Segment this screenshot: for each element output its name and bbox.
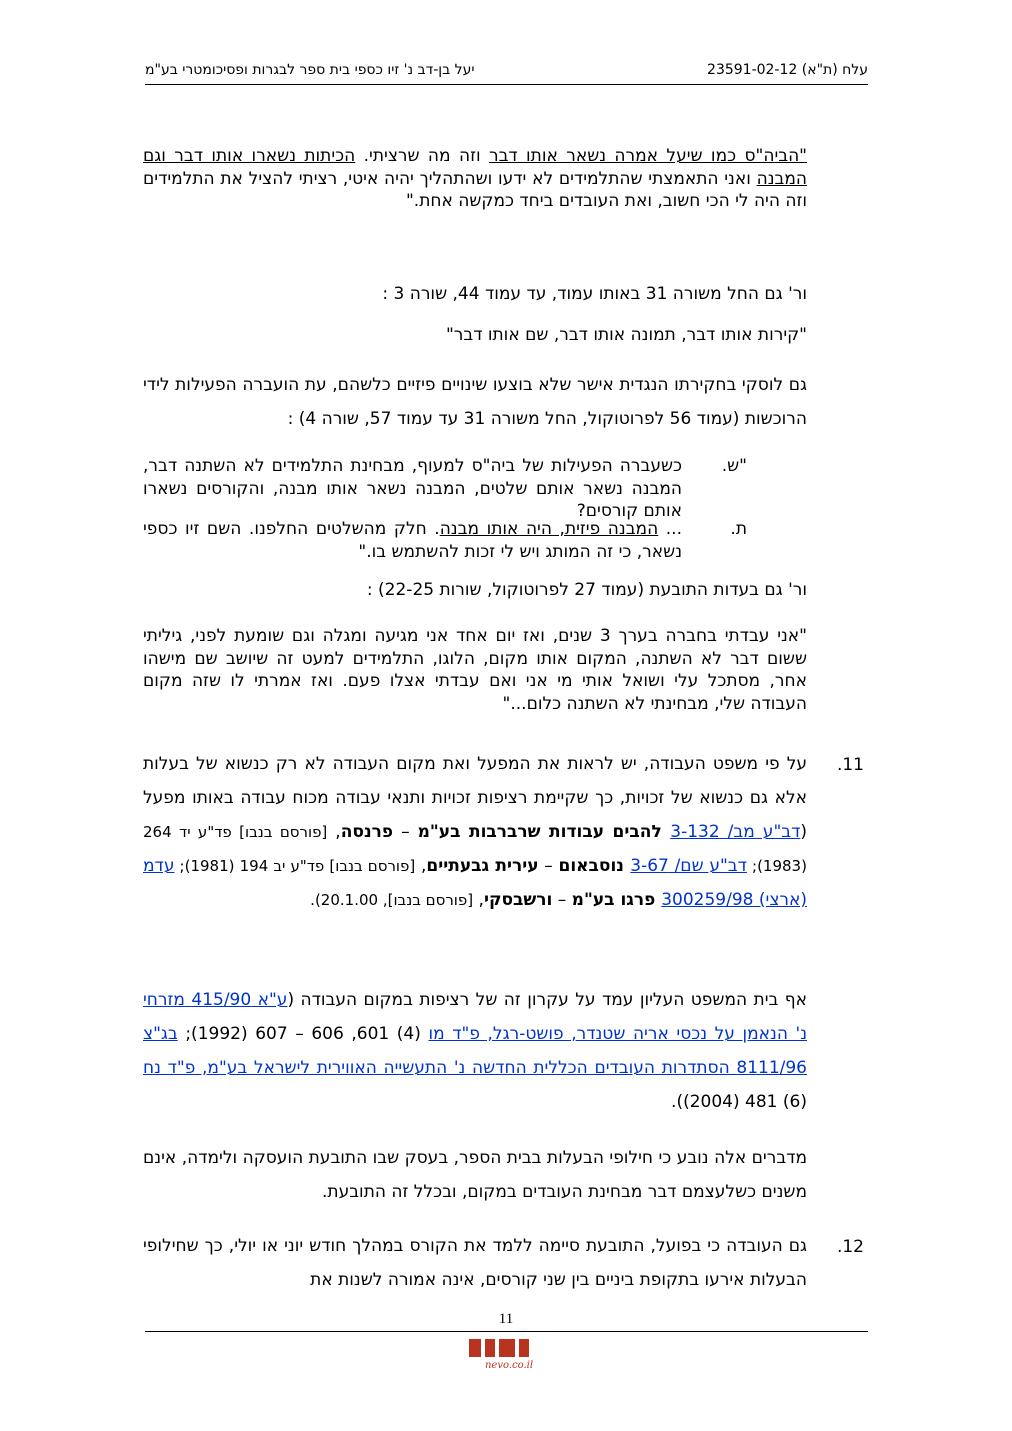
header-case-title: יעל בן-דב נ' זיו כספי בית ספר לבגרות ופסיכומטרי בע"מ [145, 62, 475, 78]
paragraph-lusky: גם לוסקי בחקירתו הנגדית אישר שלא בוצעו שינויים פיזיים כלשהם, עת הועברה הפעילות לידי הרוכשות (עמוד 56 לפרוטוקול, החל משורה 31 עד עמוד 57, שורה 4) : [143, 375, 807, 429]
header-case-number: 23591-02-12 עלח (ת"א) [707, 62, 868, 78]
quote1-underlined-2: הכיתות נשארו אותו דבר וגם המבנה [143, 146, 807, 189]
qa-answer-text: ... המבנה פיזית, היה אותו מבנה. חלק מהשלטים החלפנו. השם זיו כספי נשאר, כי זה המותג ויש לי זכות להשתמש בו." [143, 519, 682, 562]
case-link-2[interactable]: דב"ע שם/ 3-67 [630, 856, 747, 876]
page-header [145, 62, 868, 82]
paragraph-11: על פי משפט העבודה, יש לראות את המפעל ואת מקום העבודה לא רק כנשוא של בעלות אלא גם כנשוא של זכויות, כך שקיימת רציפות זכויות ותנאי עבודה מכוח עבודה באותו מפעל (דב"ע מב/ 3-132 להבים עבודות שרברבות בע"מ – פרנסה, [פורסם בנבו] פד"ע יד 264 (1983); דב"ע שם/ 3-67 נוסבאום – עירית גבעתיים, [פורסם בנבו] פד"ע יב 194 (1981); עדמ (ארצי) 300259/98 פרגו בע"מ – ורשבסקי, [פורסם בנבו], 20.1.00). [143, 754, 808, 910]
reference-line-1: ור' גם החל משורה 31 באותו עמוד, עד עמוד 44, שורה 3 : [382, 284, 807, 304]
quote-block-1 [143, 145, 807, 213]
paragraph-supreme-court: אף בית המשפט העליון עמד על עקרון זה של רציפות במקום העבודה (ע"א 415/90 מזרחי נ' הנאמן על נכסי אריה שטנדר, פושט-רגל, פ"ד מו (4) 601, 606 – 607 (1992); בג"צ 8111/96 הסתדרות העובדים הכללית החדשה נ' התעשייה האווירית לישראל בע"מ, פ"ד נח (6) 481 (2004)). [143, 990, 808, 1112]
qa-question-text: כשעברה הפעילות של ביה"ס למעוף, מבחינת התלמידים לא השתנה דבר, המבנה נשאר אותם שלטים, המבנה נשאר אותו מבנה, והקורסים נשארו אותם קורסים? [143, 456, 682, 521]
paragraph-11-number: 11. [836, 755, 864, 775]
page-number: 11 [498, 1311, 514, 1327]
quote-block-2: "קירות אותו דבר, תמונה אותו דבר, שם אותו דבר" [445, 325, 807, 345]
paragraph-12: גם העובדה כי בפועל, התובעת סיימה ללמד את הקורס במהלך חודש יוני או יולי, כך שחילופי הבעלות אירעו בתקופת ביניים בין שני קורסים, אינה אמורה לשנות את [143, 1236, 807, 1290]
quote1-text-2: ואני התאמצתי שהתלמידים לא ידעו ושהתהליך יהיה איטי, רציתי להציל את התלמידים וזה היה לי הכי חשוב, ואת העובדים ביחד כמקשה אחת." [143, 168, 807, 211]
nevo-logo [463, 1337, 553, 1371]
footer-rule [145, 1331, 868, 1332]
logo-text: nevo.co.il [484, 1360, 534, 1371]
header-rule [145, 84, 868, 85]
qa-answer-label: ת. [730, 519, 747, 539]
qa-question-label: "ש. [721, 456, 747, 476]
paragraph-12-number: 12. [836, 1237, 864, 1257]
qa-answer-underlined: המבנה פיזית, היה אותו מבנה [439, 519, 659, 539]
reference-line-2: ור' גם בעדות התובעת (עמוד 27 לפרוטוקול, שורות 22-25) : [366, 580, 807, 600]
case-link-4[interactable]: ע"א 415/90 מזרחי נ' הנאמן על נכסי אריה שטנדר, פושט-רגל, פ"ד מו [143, 990, 808, 1044]
case-link-5[interactable]: בג"צ 8111/96 הסתדרות העובדים הכללית החדשה נ' התעשייה האווירית לישראל בע"מ, פ"ד נח [143, 1024, 807, 1078]
case-link-1[interactable]: דב"ע מב/ 3-132 [670, 822, 801, 842]
quote1-underlined-1: "הביה"ס כמו שיעל אמרה נשאר אותו דבר [488, 146, 807, 166]
paragraph-conclusion: מדברים אלה נובע כי חילופי הבעלות בבית הספר, בעסק שבו התובעת הועסקה ולימדה, אינם משנים כשלעצמם דבר מבחינת העובדים במקום, ובכלל זה התובעת. [143, 1148, 807, 1202]
qa-answer [143, 518, 807, 564]
qa-question [143, 455, 807, 523]
quote1-text-1: וזה מה שרציתי. [355, 146, 489, 166]
case-link-3[interactable]: עדמ (ארצי) 300259/98 [143, 856, 807, 910]
quote-block-3: "אני עבדתי בחברה בערך 3 שנים, ואז יום אחד אני מגיעה ומגלה וגם שומעת לפני, גיליתי ששום דבר לא השתנה, המקום אותו מקום, הלוגו, התלמידים למעט זה שיושב שם מישהו אחר, מסתכל עלי ושואל אותי מי אני ואם עבדתי אצלו פעם. ואז אמרתי לו שזה מקום העבודה שלי, מבחינתי לא השתנה כלום..." [143, 626, 807, 714]
